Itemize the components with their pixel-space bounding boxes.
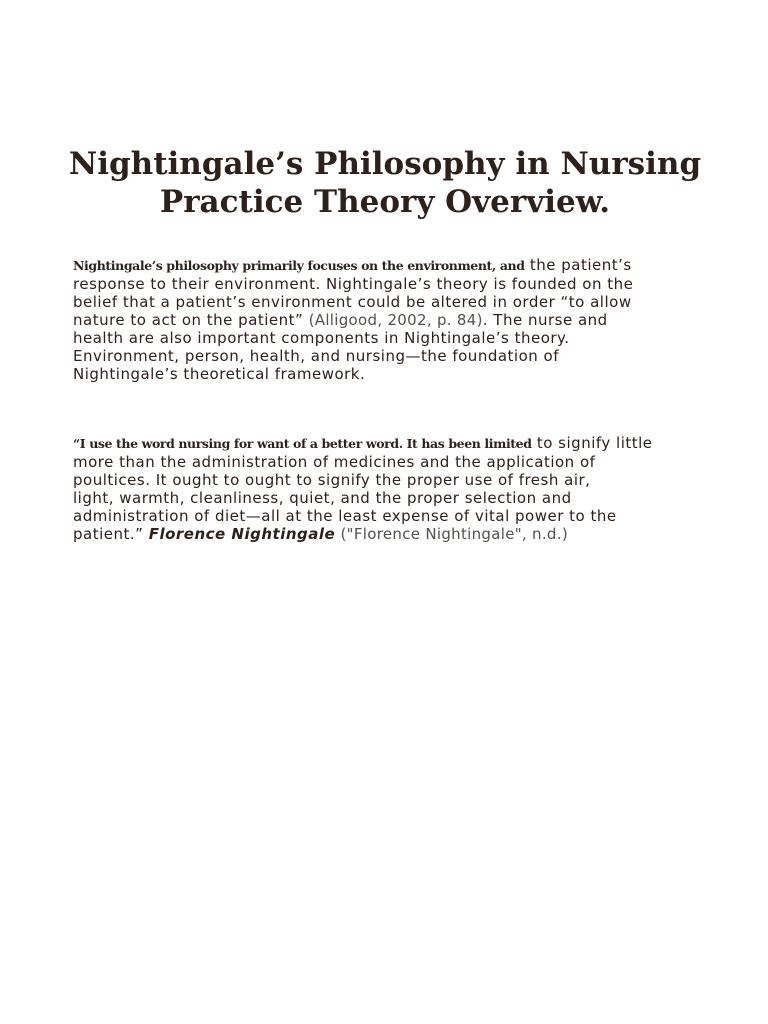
paragraph-line: light, warmth, cleanliness, quiet, and the proper selection and <box>73 489 572 507</box>
paragraph-line: Nightingale’s theoretical framework. <box>73 365 366 383</box>
paragraph-text: patient.” <box>73 525 144 543</box>
paragraph-line: response to their environment. Nightingale’s theory is founded on the <box>73 275 634 293</box>
title-line-1: Nightingale’s Philosophy in Nursing <box>68 146 702 182</box>
intro-paragraph <box>73 256 713 383</box>
paragraph-text: the patient’s <box>529 256 632 274</box>
citation: (Alligood, 2002, p. 84) <box>308 311 483 329</box>
paragraph-line: Environment, person, health, and nursing—the foundation of <box>73 347 559 365</box>
quote-lead-text: “I use the word nursing for want of a better word. It has been limited <box>73 436 532 451</box>
paragraph-text: . The nurse and <box>482 311 608 329</box>
paragraph-line: belief that a patient’s environment could be altered in order “to allow <box>73 293 632 311</box>
paragraph-line <box>73 434 713 453</box>
paragraph-line: health are also important components in Nightingale’s theory. <box>73 329 570 347</box>
paragraph-line: administration of diet—all at the least expense of vital power to the <box>73 507 617 525</box>
paragraph-line: poultices. It ought to ought to signify the proper use of fresh air, <box>73 471 591 489</box>
paragraph-lead-text: Nightingale’s philosophy primarily focuses on the environment, and <box>73 258 525 273</box>
paragraph-line <box>73 311 713 329</box>
quote-author: Florence Nightingale <box>148 525 336 543</box>
quote-paragraph <box>73 434 713 543</box>
paragraph-text: to signify little <box>536 434 653 452</box>
document-title <box>60 145 710 221</box>
paragraph-line: more than the administration of medicines and the application of <box>73 453 596 471</box>
paragraph-line <box>73 256 713 275</box>
citation: ("Florence Nightingale", n.d.) <box>340 525 568 543</box>
paragraph-text: nature to act on the patient” <box>73 311 304 329</box>
title-line-2: Practice Theory Overview. <box>159 184 611 220</box>
paragraph-line <box>73 525 713 543</box>
